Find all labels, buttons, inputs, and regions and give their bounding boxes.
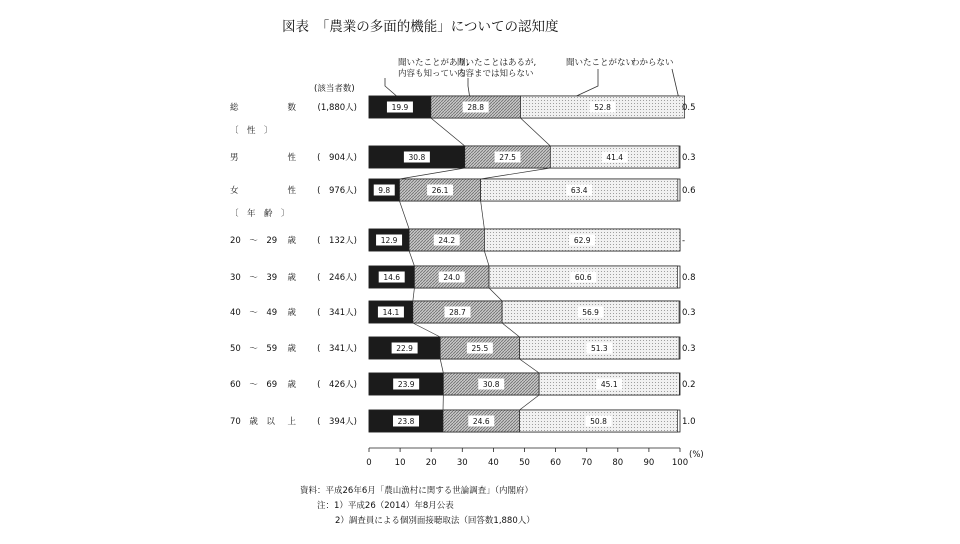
bar-value-label: 52.8 [594, 103, 611, 112]
x-tick-label: 0 [366, 458, 371, 468]
chart-title: 図表 「農業の多面的機能」についての認知度 [282, 18, 559, 35]
connector-line [413, 288, 415, 301]
row-label-suffix: 上 [287, 416, 296, 427]
bar-value-label: 23.8 [398, 417, 415, 426]
bar-value-label: 25.5 [472, 344, 489, 353]
respondents-header: (該当者数) [314, 83, 355, 94]
row-label: 70 歳 以 [230, 416, 275, 427]
group-header: 〔 年 齢 〕 [230, 208, 290, 219]
dont-know-value: 0.5 [682, 103, 696, 113]
dont-know-value: 0.8 [682, 273, 696, 283]
dont-know-value: 1.0 [682, 417, 696, 427]
bar-value-label: 27.5 [499, 153, 516, 162]
row-label: 総 [230, 102, 239, 113]
row-respondents: ( 341人) [317, 343, 357, 354]
row-respondents: ( 246人) [317, 272, 357, 283]
dont-know-value: - [682, 236, 685, 246]
bar-value-label: 24.0 [443, 273, 460, 282]
bar-value-label: 19.9 [392, 103, 409, 112]
x-tick-label: 70 [581, 458, 592, 468]
connector-line [502, 323, 519, 337]
connector-line [489, 288, 502, 301]
legend-label: 内容までは知らない [457, 68, 534, 79]
bar-value-label: 22.9 [396, 344, 413, 353]
x-tick-label: 20 [426, 458, 437, 468]
note-text: 注：1）平成26（2014）年8月公表 [317, 500, 454, 511]
x-tick-label: 50 [519, 458, 530, 468]
connector-line [484, 251, 489, 266]
source-text: 資料：平成26年6月「農山漁村に関する世論調査」（内閣府） [300, 485, 533, 496]
bar-value-label: 14.6 [383, 273, 400, 282]
row-label-suffix: 歳 [287, 343, 296, 354]
bar-value-label: 56.9 [582, 308, 599, 317]
row-label-suffix: 性 [287, 152, 296, 163]
row-respondents: ( 394人) [317, 416, 357, 427]
row-label-suffix: 数 [287, 102, 296, 113]
bar-value-label: 30.8 [409, 153, 426, 162]
x-tick-label: 100 [672, 458, 688, 468]
row-label: 30 ～ 39 [230, 273, 277, 283]
connector-line [431, 118, 465, 146]
connector-line [520, 118, 550, 146]
bar-value-label: 28.7 [449, 308, 466, 317]
bar-value-label: 30.8 [483, 380, 500, 389]
connector-line [481, 168, 551, 179]
connector-line [440, 359, 443, 373]
legend-label: 内容も知っている [398, 68, 466, 79]
bar-value-label: 60.6 [575, 273, 592, 282]
row-respondents: ( 426人) [317, 379, 357, 390]
connector-line [399, 201, 409, 229]
connector-line [409, 251, 414, 266]
bar-value-label: 51.3 [591, 344, 608, 353]
dont-know-value: 0.3 [682, 153, 696, 163]
bar-value-label: 24.2 [438, 236, 455, 245]
row-label: 20 ～ 29 [230, 236, 277, 246]
row-label-suffix: 歳 [287, 379, 296, 390]
bar-value-label: 12.9 [381, 236, 398, 245]
group-header: 〔 性 〕 [230, 125, 273, 136]
bar-value-label: 62.9 [574, 236, 591, 245]
dont-know-value: 0.2 [682, 380, 696, 390]
connector-line [520, 395, 540, 410]
connector-line [481, 201, 485, 229]
row-label-suffix: 歳 [287, 235, 296, 246]
row-label-suffix: 歳 [287, 307, 296, 318]
bar-value-label: 45.1 [601, 380, 618, 389]
x-tick-label: 10 [395, 458, 406, 468]
legend-leader-line [570, 69, 598, 99]
bar-value-label: 63.4 [571, 186, 588, 195]
row-respondents: ( 904人) [317, 152, 357, 163]
row-respondents: ( 132人) [317, 235, 357, 246]
bar-value-label: 14.1 [383, 308, 400, 317]
x-tick-label: 30 [457, 458, 468, 468]
bar-value-label: 24.6 [473, 417, 490, 426]
x-axis-unit: (%) [689, 450, 704, 460]
dont-know-value: 0.3 [682, 344, 696, 354]
row-label: 50 ～ 59 [230, 344, 277, 354]
legend-leader-line [672, 69, 679, 99]
bar-value-label: 23.9 [398, 380, 415, 389]
row-label-suffix: 性 [287, 185, 296, 196]
bar-value-label: 9.8 [378, 186, 390, 195]
row-respondents: ( 976人) [317, 185, 357, 196]
bar-value-label: 26.1 [432, 186, 449, 195]
row-label: 40 ～ 49 [230, 308, 277, 318]
bar-value-label: 41.4 [606, 153, 623, 162]
legend-label: 聞いたことがない [566, 58, 634, 68]
row-label: 男 [230, 153, 239, 163]
x-tick-label: 60 [550, 458, 561, 468]
bar-value-label: 28.8 [467, 103, 484, 112]
dont-know-value: 0.6 [682, 186, 696, 196]
connector-line [520, 359, 540, 373]
bar-value-label: 50.8 [590, 417, 607, 426]
connector-line [399, 168, 464, 179]
note-text: 2）調査員による個別面接聴取法（回答数1,880人） [335, 515, 535, 526]
dont-know-value: 0.3 [682, 308, 696, 318]
connector-line [413, 323, 440, 337]
row-label: 60 ～ 69 [230, 380, 277, 390]
legend-label: わからない [631, 58, 674, 68]
x-tick-label: 90 [643, 458, 654, 468]
row-respondents: (1,880人) [318, 102, 357, 113]
x-tick-label: 80 [612, 458, 623, 468]
row-respondents: ( 341人) [317, 307, 357, 318]
legend-label: 聞いたことはあるが, [457, 58, 536, 68]
legend-label: 聞いたことがあり, [398, 58, 469, 68]
row-label: 女 [230, 185, 239, 196]
row-label-suffix: 歳 [287, 272, 296, 283]
x-tick-label: 40 [488, 458, 499, 468]
